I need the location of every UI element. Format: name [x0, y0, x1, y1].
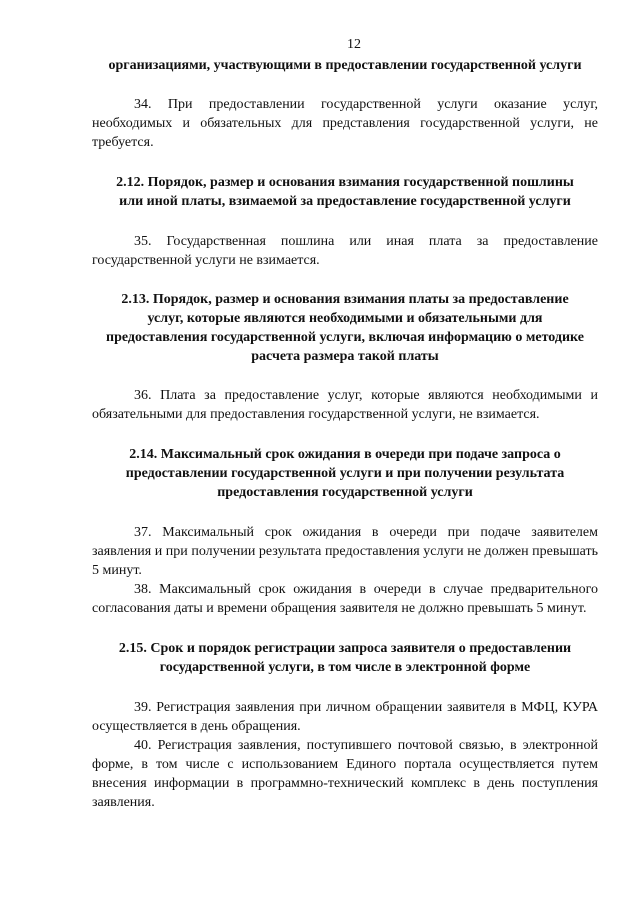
section-heading-2-15: 2.15. Срок и порядок регистрации запроса заявителя о предоставлении государственной услуги, в том числе в электронной форме [118, 641, 572, 675]
paragraph-38: 38. Максимальный срок ожидания в очереди в случае предварительного согласования даты и времени обращения заявителя не должно превышать 5 минут. [92, 582, 598, 616]
document-page [92, 36, 598, 812]
paragraph-36: 36. Плата за предоставление услуг, которые являются необходимыми и обязательными для предоставления государственной услуги, не взимается. [92, 388, 598, 422]
paragraph-37: 37. Максимальный срок ожидания в очереди при подаче заявителем заявления и при получении результата предоставления услуги не должен превышать 5 минут. [92, 525, 598, 578]
section-heading-continued: организациями, участвующими в предоставлении государственной услуги [108, 58, 582, 73]
section-heading-2-14: 2.14. Максимальный срок ожидания в очереди при подаче запроса о предоставлении государственной услуги и при получении результата предоставления государственной услуги [125, 447, 565, 500]
page-number: 12 [347, 37, 361, 52]
paragraph-34: 34. При предоставлении государственной услуги оказание услуг, необходимых и обязательных для представления государственной услуги, не требуется. [92, 97, 598, 150]
section-heading-2-12: 2.12. Порядок, размер и основания взимания государственной пошлины или иной платы, взимаемой за предоставление государственной услуги [116, 175, 574, 209]
paragraph-39: 39. Регистрация заявления при личном обращении заявителя в МФЦ, КУРА осуществляется в день обращения. [92, 700, 598, 734]
section-heading-2-13: 2.13. Порядок, размер и основания взимания платы за предоставление услуг, которые являются необходимыми и обязательными для предоставления государственной услуги, включая информацию о методике расчета размера такой платы [106, 292, 584, 364]
paragraph-35: 35. Государственная пошлина или иная плата за предоставление государственной услуги не взимается. [92, 234, 598, 268]
paragraph-40: 40. Регистрация заявления, поступившего почтовой связью, в электронной форме, в том числе с использованием Единого портала осуществляется путем внесения информации в программно-технический комплекс в день поступления заявления. [92, 738, 598, 810]
